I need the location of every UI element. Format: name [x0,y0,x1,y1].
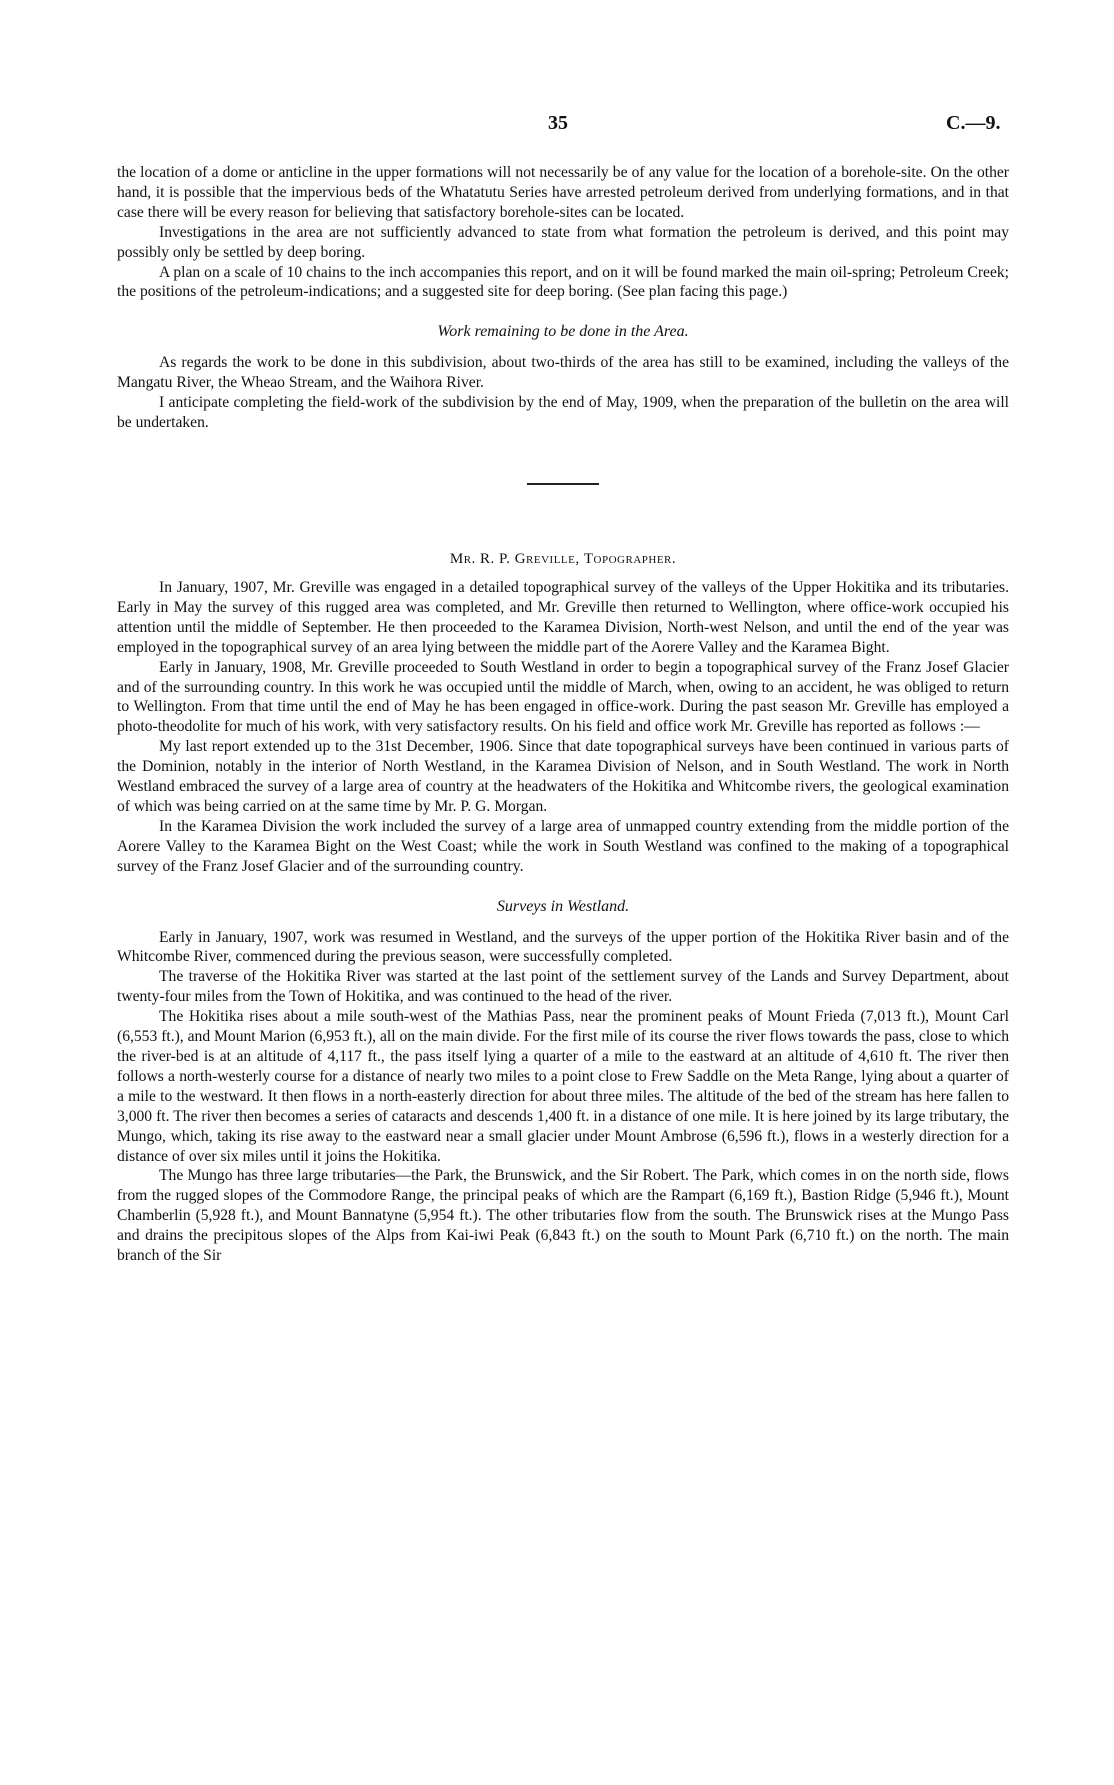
heading-name: Greville [514,550,576,567]
body-paragraph: Early in January, 1908, Mr. Greville proceeded to South Westland in order to begin a topographical survey of the Franz Josef Glacier and of the surrounding country. In this work he was occupied until the middle of March, when, owing to an accident, he was obliged to return to Wellington. From that time until the end of May he has been engaged in office-work. During the past season Mr. Greville has employed a photo-theodolite for much of his work, with very satisfactory results. On his field and office work Mr. Greville has reported as follows :— [117,658,1009,736]
intro-paragraph: the location of a dome or anticline in the upper formations will not necessarily be of any value for the location of a borehole-site. On the other hand, it is possible that the impervious beds of the Whatatutu Series have arrested petroleum derived from underlying formations, and in that case there will be every reason for believing that satisfactory borehole-sites can be located. [117,164,1009,221]
greville-section [117,578,1009,877]
intro-section [117,163,1009,302]
body-paragraph: Early in January, 1907, work was resumed in Westland, and the surveys of the upper portion of the Hokitika River basin and of the Whitcombe River, commenced during the previous season, were successfully completed. [117,928,1009,966]
surveys-westland-section [117,928,1009,1266]
body-paragraph: The traverse of the Hokitika River was started at the last point of the settlement survey of the Lands and Survey Department, about twenty-four miles from the Town of Hokitika, and was continued to the head of the river. [117,968,1009,1006]
section-heading-surveys-westland: Surveys in Westland. [496,897,630,915]
page-body [117,163,1009,1266]
body-paragraph: In the Karamea Division the work included the survey of a large area of unmapped country extending from the middle portion of the Aorere Valley to the Karamea Bight on the West Coast; while the work in South Westland was confined to the making of a topographical survey of the Franz Josef Glacier and of the surrounding country. [117,817,1009,875]
body-paragraph: As regards the work to be done in this subdivision, about two-thirds of the area has still to be examined, including the valleys of the Mangatu River, the Wheao Stream, and the Waihora River. [117,354,1009,392]
body-paragraph: The Mungo has three large tributaries—the Park, the Brunswick, and the Sir Robert. The Park, which comes in on the north side, flows from the rugged slopes of the Commodore Range, the principal peaks of which are the Rampart (6,169 ft.), Bastion Ridge (5,946 ft.), Mount Chamberlin (5,928 ft.), and Mount Bannatyne (5,954 ft.). The other tributaries flow from the south. The Brunswick rises at the Mungo Pass and drains the precipitous slopes of the Alps from Kai-iwi Peak (6,843 ft.) on the south to Mount Park (6,710 ft.) on the north. The main branch of the Sir [117,1167,1009,1265]
intro-paragraph: A plan on a scale of 10 chains to the inch accompanies this report, and on it will be found marked the main oil-spring; Petroleum Creek; the positions of the petroleum-indications; and a suggested site for deep boring. (See plan facing this page.) [117,263,1009,301]
section-heading-work-remaining: Work remaining to be done in the Area. [437,323,689,341]
body-paragraph: The Hokitika rises about a mile south-west of the Mathias Pass, near the prominent peaks of Mount Frieda (7,013 ft.), Mount Carl (6,553 ft.), and Mount Marion (6,953 ft.), all on the main divide. For the first mile of its course the river flows towards the pass, close to which the river-bed is at an altitude of 4,117 ft., the pass itself lying a quarter of a mile to the eastward at an altitude of 4,610 ft. The river then follows a north-westerly course for a distance of nearly two miles to a point close to Frew Saddle on the Meta Range, lying about a quarter of a mile to the westward. It then flows in a north-easterly direction for about three miles. The altitude of the bed of the stream has here fallen to 3,000 ft. The river then becomes a series of cataracts and descends 1,400 ft. in a distance of one mile. It is here joined by its large tributary, the Mungo, which, taking its rise away to the eastward near a small glacier under Mount Ambrose (6,596 ft.), flows in a westerly direction for a distance of over six miles until it joins the Hokitika. [117,1008,1009,1165]
document-code: C.—9. [946,112,1001,134]
divider-rule [527,483,599,485]
intro-paragraph: Investigations in the area are not sufficiently advanced to state from what formation the petroleum is derived, and this point may possibly only be settled by deep boring. [117,223,1009,261]
body-paragraph: In January, 1907, Mr. Greville was engaged in a detailed topographical survey of the valleys of the Upper Hokitika and its tributaries. Early in May the survey of this rugged area was completed, and Mr. Greville then returned to Wellington, where office-work occupied his attention until the middle of September. He then proceeded to the Karamea Division, North-west Nelson, and until the end of the year was employed in the topographical survey of an area lying between the middle part of the Aorere Valley and the Karamea Bight. [117,578,1009,656]
page-header [0,112,1114,140]
heading-role: Topographer. [583,550,677,567]
body-paragraph: My last report extended up to the 31st December, 1906. Since that date topographical surveys have been continued in various parts of the Dominion, notably in the interior of North Westland, in the Karamea Division of Nelson, and in South Westland. The work in North Westland embraced the survey of a large area of country at the headwaters of the Hokitika and Whitcombe rivers, the geological examination of which was being carried on at the same time by Mr. P. G. Morgan. [117,738,1009,815]
section-divider [117,433,1009,511]
section-heading-greville: Mr. R. P. Greville, Topographer. [449,550,677,567]
page-number: 35 [548,112,568,134]
work-remaining-section [117,353,1009,433]
body-paragraph: I anticipate completing the field-work of the subdivision by the end of May, 1909, when the preparation of the bulletin on the area will be undertaken. [117,394,1009,432]
heading-prefix: Mr. R. P. [449,550,515,567]
